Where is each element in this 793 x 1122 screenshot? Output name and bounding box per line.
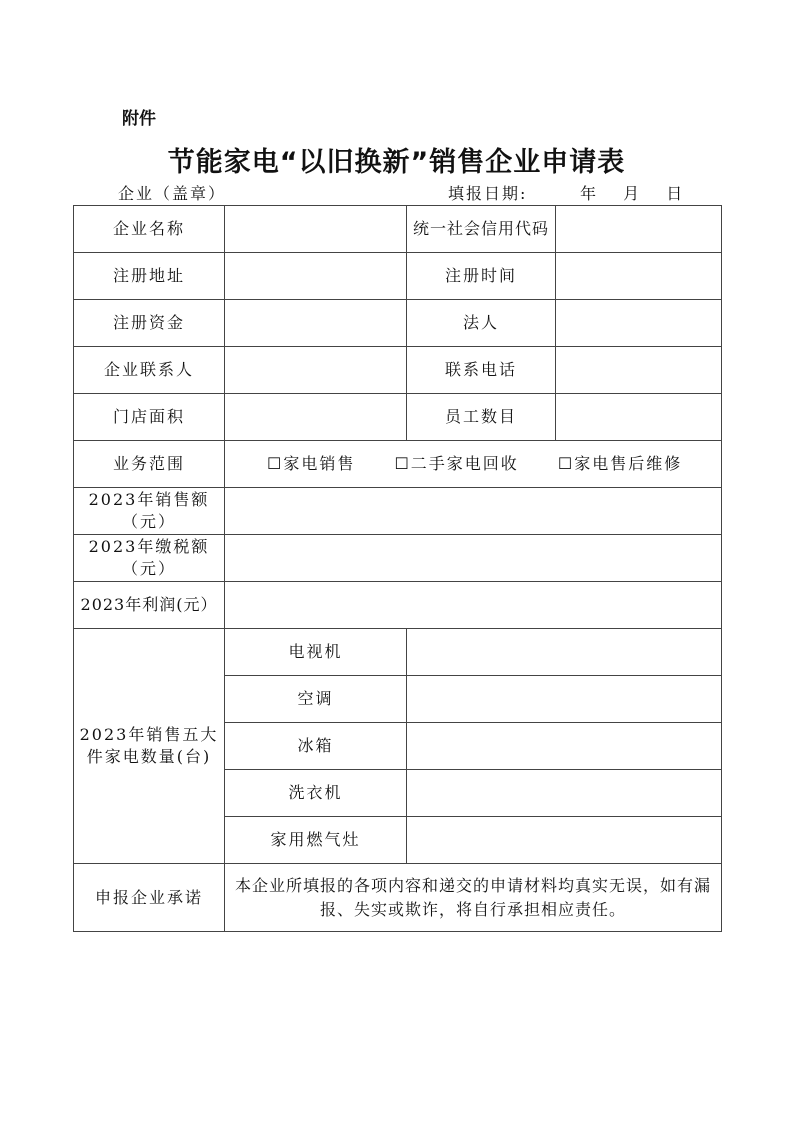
- contact-person-label: 企业联系人: [74, 347, 225, 394]
- reg-capital-field[interactable]: [225, 300, 407, 347]
- appliance-gas-stove-field[interactable]: [407, 817, 722, 864]
- year-label: 年: [580, 184, 597, 203]
- commitment-text: 本企业所填报的各项内容和递交的申请材料均真实无误，如有漏报、失实或欺诈，将自行承担相应责任。: [225, 864, 722, 932]
- checkbox-appliance-sales[interactable]: ☐家电销售: [267, 454, 356, 473]
- appliance-washer-field[interactable]: [407, 770, 722, 817]
- table-row: [74, 206, 722, 253]
- form-title: 节能家电“以旧换新”销售企业申请表: [167, 147, 626, 178]
- contact-person-field[interactable]: [225, 347, 407, 394]
- contact-phone-label: 联系电话: [407, 347, 556, 394]
- appliance-tv-field[interactable]: [407, 629, 722, 676]
- reg-time-label: 注册时间: [407, 253, 556, 300]
- reg-capital-label: 注册资金: [74, 300, 225, 347]
- appliance-fridge-field[interactable]: [407, 723, 722, 770]
- table-row: [74, 488, 722, 535]
- sales-2023-label: 2023年销售额（元）: [74, 488, 225, 535]
- month-label: 月: [623, 184, 640, 203]
- appliance-fridge-label: 冰箱: [225, 723, 407, 770]
- fill-date-label: 填报日期:: [448, 184, 528, 203]
- appliance-gas-stove-label: 家用燃气灶: [225, 817, 407, 864]
- table-row: [74, 253, 722, 300]
- company-seal-label: 企业（盖章）: [118, 184, 227, 203]
- store-area-field[interactable]: [225, 394, 407, 441]
- reg-address-field[interactable]: [225, 253, 407, 300]
- profit-2023-field[interactable]: [225, 582, 722, 629]
- contact-phone-field[interactable]: [556, 347, 722, 394]
- table-row: [74, 441, 722, 488]
- table-row: [74, 300, 722, 347]
- legal-person-field[interactable]: [556, 300, 722, 347]
- appliance-qty-label: 2023年销售五大件家电数量(台): [74, 629, 225, 864]
- store-area-label: 门店面积: [74, 394, 225, 441]
- appliance-tv-label: 电视机: [225, 629, 407, 676]
- table-row: [74, 582, 722, 629]
- legal-person-label: 法人: [407, 300, 556, 347]
- profit-2023-label: 2023年利润(元）: [74, 582, 225, 629]
- table-row: [74, 394, 722, 441]
- business-scope-label: 业务范围: [74, 441, 225, 488]
- table-row: [74, 347, 722, 394]
- credit-code-field[interactable]: [556, 206, 722, 253]
- appliance-washer-label: 洗衣机: [225, 770, 407, 817]
- checkbox-after-sales-repair[interactable]: ☐家电售后维修: [557, 454, 683, 473]
- employee-count-label: 员工数目: [407, 394, 556, 441]
- table-row: [74, 864, 722, 932]
- commitment-label: 申报企业承诺: [74, 864, 225, 932]
- day-label: 日: [666, 184, 683, 203]
- employee-count-field[interactable]: [556, 394, 722, 441]
- table-row: [74, 629, 722, 676]
- credit-code-label: 统一社会信用代码: [407, 206, 556, 253]
- sales-2023-field[interactable]: [225, 488, 722, 535]
- tax-2023-label: 2023年缴税额（元）: [74, 535, 225, 582]
- reg-address-label: 注册地址: [74, 253, 225, 300]
- business-scope-options: [225, 441, 722, 488]
- reg-time-field[interactable]: [556, 253, 722, 300]
- table-row: [74, 535, 722, 582]
- attachment-label: 附件: [122, 109, 156, 129]
- date-parts: [580, 181, 704, 204]
- checkbox-used-appliance-recycling[interactable]: ☐二手家电回收: [394, 454, 519, 473]
- application-form-table: [73, 205, 722, 932]
- tax-2023-field[interactable]: [225, 535, 722, 582]
- appliance-ac-label: 空调: [225, 676, 407, 723]
- appliance-ac-field[interactable]: [407, 676, 722, 723]
- company-name-label: 企业名称: [74, 206, 225, 253]
- company-name-field[interactable]: [225, 206, 407, 253]
